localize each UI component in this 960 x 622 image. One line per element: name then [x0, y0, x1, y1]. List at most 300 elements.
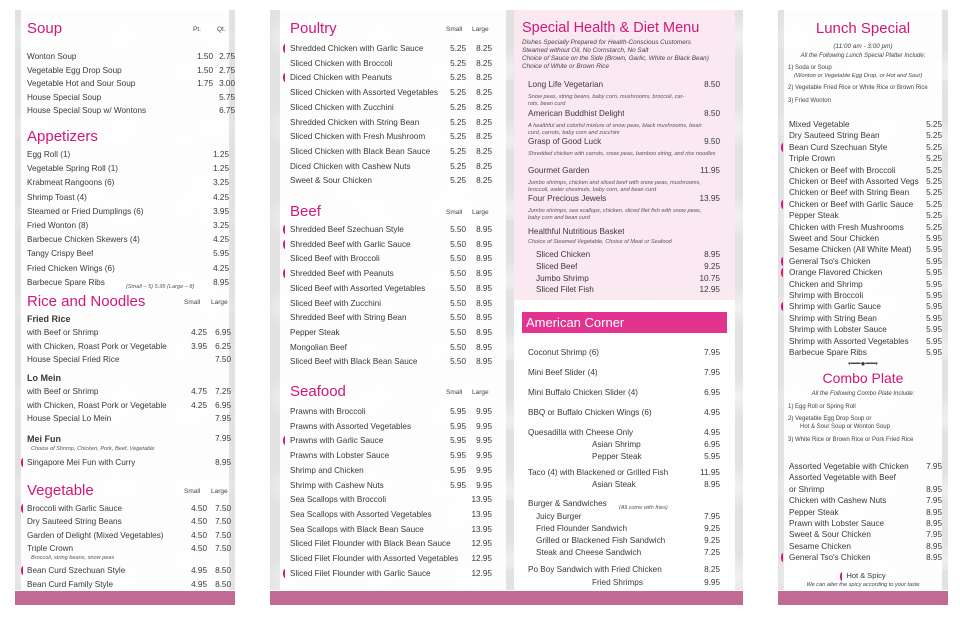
item-price: 8.95: [926, 507, 942, 517]
item-name: BBQ or Buffalo Chicken Wings (6): [528, 408, 652, 417]
item-price: 7.95: [704, 512, 720, 521]
menu-item-row: [280, 252, 506, 266]
menu-item-row: [21, 276, 229, 290]
item-name: or Shrimp: [789, 484, 825, 494]
item-description: Shredded chicken with carrots, snow peas, bamboo string, and rice noodles: [528, 151, 716, 157]
menu-item-row: [280, 523, 506, 537]
item-price: 4.25: [213, 192, 229, 202]
menu-item-row: [280, 355, 506, 369]
item-price: 12.95: [699, 285, 720, 295]
item-name: Shredded Beef with String Bean: [290, 313, 407, 323]
item-price: 7.95: [704, 348, 720, 357]
item-name: Chicken or Beef with Assorted Vegs: [789, 177, 919, 186]
menu-item-row: [280, 420, 506, 434]
item-name: Sliced Chicken with Broccoli: [290, 58, 393, 68]
spicy-icon: [781, 302, 785, 311]
item-price: 3.25: [213, 221, 229, 230]
item-price: 8.25: [476, 73, 492, 83]
item-price: 4.50: [191, 543, 207, 553]
item-price: 5.25: [450, 102, 466, 112]
item-name: Taco (4) with Blackened or Grilled Fish: [528, 468, 669, 477]
mei-fun-heading: [21, 432, 229, 446]
item-price: 7.25: [704, 548, 720, 557]
menu-item-row: [280, 71, 506, 85]
item-name: Quesadilla with Cheese Only: [528, 428, 634, 437]
item-name: Asian Steak: [592, 480, 636, 489]
item-name: Pepper Steak: [789, 507, 839, 517]
item-name: Pepper Steak: [290, 327, 340, 337]
item-name: Mixed Vegetable: [789, 120, 850, 129]
menu-item-row: [21, 191, 229, 205]
item-price: 4.50: [191, 530, 207, 540]
item-price: 4.25: [191, 400, 207, 410]
panel-middle: [270, 10, 743, 590]
menu-item-row: [280, 174, 506, 188]
menu-item-row: [21, 262, 229, 276]
item-price: 9.25: [704, 524, 720, 533]
spicy-icon: [21, 504, 25, 513]
menu-item-row: [280, 434, 506, 448]
menu-item-row: [280, 101, 506, 115]
item-price: 5.50: [450, 357, 466, 367]
item-name: American Buddhist Delight: [528, 108, 625, 118]
fried-rice-heading: [21, 312, 229, 326]
rice-title: Rice and Noodles: [27, 293, 146, 310]
hot-spicy-note: We can alter the spicy according to your taste: [806, 582, 920, 588]
item-price: 5.25: [926, 199, 942, 209]
item-price: 5.25: [450, 132, 466, 142]
item-name: Shrimp with Assorted Vegetables: [789, 336, 909, 346]
item-price: 7.50: [215, 543, 231, 553]
item-name: Steamed or Fried Dumplings (6): [27, 206, 144, 216]
menu-item-row: [280, 238, 506, 252]
lunch-include-1: 1) Soda or Soup: [788, 65, 832, 71]
health-title: Special Health & Diet Menu: [522, 20, 700, 36]
menu-item-row: [21, 91, 235, 105]
menu-item-row: [280, 42, 506, 56]
item-price: 3.00: [219, 79, 235, 88]
menu-item-row: [280, 552, 506, 566]
item-name: Sliced Chicken with Assorted Vegetables: [290, 88, 438, 98]
item-price: 1.50: [197, 65, 213, 75]
item-name: Chicken with Cashew Nuts: [789, 496, 887, 506]
item-price: 7.50: [215, 517, 231, 527]
menu-item-row: [280, 479, 506, 493]
item-price: 8.95: [476, 269, 492, 279]
item-price: 5.95: [450, 451, 466, 461]
menu-item-row: [21, 353, 229, 367]
item-price: 4.95: [704, 428, 720, 437]
veg-col-small: Small: [184, 488, 201, 495]
item-price: 5.50: [450, 313, 466, 323]
item-name: Dry Sauteed String Beans: [27, 517, 122, 527]
item-price: 8.25: [476, 102, 492, 112]
item-name: Sliced Beef with Broccoli: [290, 254, 380, 264]
item-name: Barbecue Spare Ribs: [27, 277, 105, 287]
poultry-col-small: Small: [446, 26, 463, 33]
item-price: 8.95: [926, 541, 942, 551]
item-name: Four Precious Jewels: [528, 194, 607, 203]
item-name: with Chicken, Roast Pork or Vegetable: [27, 341, 167, 351]
spicy-icon: [781, 200, 785, 209]
health-intro-4: Choice of White or Brown Rice: [522, 63, 610, 70]
item-name: Sliced Chicken: [536, 250, 591, 259]
item-name: Chicken or Beef with Garlic Sauce: [789, 199, 914, 209]
item-name: Grasp of Good Luck: [528, 137, 602, 146]
item-name: Sliced Beef with Black Bean Sauce: [290, 357, 418, 367]
item-name: Coconut Shrimp (6): [528, 348, 599, 357]
item-name: Po Boy Sandwich with Fried Chicken: [528, 565, 662, 574]
item-price: 12.95: [471, 568, 492, 578]
spicy-icon: [283, 269, 287, 278]
menu-item-row: [280, 86, 506, 100]
footer-bar-left: [15, 591, 235, 605]
item-price: 5.25: [926, 154, 942, 164]
item-price: 6.95: [215, 400, 231, 410]
spicy-icon: [283, 436, 287, 445]
menu-item-row: [514, 283, 735, 297]
item-name: Gourmet Garden: [528, 165, 590, 175]
item-price: 4.50: [191, 517, 207, 527]
item-price: 7.25: [215, 387, 231, 396]
item-price: 3.25: [213, 178, 229, 188]
item-price: 13.95: [471, 524, 492, 534]
item-price: 9.25: [704, 536, 720, 545]
item-name: Jumbo Shrimp: [536, 273, 589, 283]
item-price: 2.75: [219, 65, 235, 75]
basket-label: Healthful Nutritious Basket: [528, 227, 625, 236]
health-intro-3: Choice of Sauce on the Side (Brown, Garlic, White or Black Bean): [522, 55, 709, 62]
lunch-title: Lunch Special: [815, 20, 911, 37]
panel-right: [778, 10, 948, 590]
item-price: 4.25: [213, 263, 229, 273]
menu-item-row: [21, 219, 229, 233]
item-price: 5.95: [926, 279, 942, 289]
item-name: Grilled or Blackened Fish Sandwich: [536, 536, 666, 545]
item-price: 5.25: [926, 131, 942, 141]
beef-col-small: Small: [446, 209, 463, 216]
item-price: 13.95: [699, 194, 720, 203]
item-price: 2.75: [219, 52, 235, 61]
item-price: 5.95: [926, 313, 942, 323]
item-price: 7.95: [704, 368, 720, 377]
item-name: Tangy Crispy Beef: [27, 249, 94, 259]
item-price: 5.25: [926, 211, 942, 221]
item-price: 8.95: [704, 250, 720, 259]
item-name: Sea Scallops with Broccoli: [290, 495, 387, 505]
spicy-icon: [21, 458, 25, 467]
menu-item-row: [514, 164, 735, 193]
lunch-platter-note: All the Following Lunch Special Platter Include:: [800, 53, 926, 59]
item-name: Sesame Chicken: [789, 541, 851, 551]
combo-title: Combo Plate: [822, 370, 904, 386]
menu-item-row: [280, 341, 506, 355]
menu-item-row: [21, 578, 229, 591]
item-name: with Chicken, Roast Pork or Vegetable: [27, 400, 167, 410]
menu-item-row: [514, 406, 735, 420]
item-price: 9.95: [476, 407, 492, 416]
item-price: 8.50: [704, 108, 720, 118]
soup-col-pt: Pt.: [193, 26, 201, 33]
item-price: 5.25: [450, 58, 466, 68]
item-price: 4.50: [191, 504, 207, 513]
item-name: Shredded Beef with Peanuts: [290, 269, 394, 279]
item-price: 9.25: [704, 261, 720, 271]
item-price: 5.95: [926, 268, 942, 278]
menu-item-row: [514, 450, 735, 464]
item-name: Shrimp with String Bean: [789, 313, 877, 323]
item-name: Shrimp with Garlic Sauce: [789, 302, 881, 312]
beef-col-large: Large: [472, 209, 489, 216]
lunch-hours: (11:00 am - 3:00 pm): [833, 43, 893, 50]
item-price: 11.95: [700, 468, 720, 477]
item-price: 5.25: [450, 73, 466, 83]
item-price: 5.95: [926, 291, 942, 300]
item-name: Pepper Steak: [592, 452, 642, 461]
item-name: Wonton Soup: [27, 52, 77, 61]
item-name: Mongolian Beef: [290, 342, 347, 352]
item-name: Bean Curd Szechuan Style: [27, 566, 126, 576]
item-price: 8.25: [476, 58, 492, 68]
item-price: 7.95: [926, 530, 942, 540]
item-price: 6.25: [215, 341, 231, 351]
menu-item-row: [514, 563, 735, 577]
combo-include-3: 3) White Rice or Brown Rice or Pork Fried Rice: [788, 437, 914, 443]
item-name: General Tso's Chicken: [789, 256, 871, 266]
item-price: 8.95: [926, 519, 942, 528]
item-name: Vegetable Hot and Sour Soup: [27, 79, 136, 88]
item-description: broccoli, water chestnuts, baby corn, and bean curd: [528, 186, 657, 193]
item-price: 3.95: [191, 341, 207, 351]
spicy-legend-icon: [840, 572, 844, 581]
item-price: 5.25: [450, 117, 466, 127]
poultry-col-large: Large: [472, 26, 489, 33]
lo-mein-heading: [21, 371, 229, 385]
item-name: Garden of Delight (Mixed Vegetables): [27, 530, 164, 540]
singapore-price: 8.95: [215, 458, 231, 467]
item-name: Sweet and Sour Chicken: [789, 234, 880, 243]
appetizers-title: Appetizers: [27, 128, 98, 145]
menu-item-row: [514, 497, 735, 511]
item-price: 5.25: [926, 188, 942, 198]
item-name: Sliced Beef with Assorted Vegetables: [290, 283, 426, 293]
item-name: Chicken or Beef with String Bean: [789, 188, 910, 198]
menu-item-row: [280, 160, 506, 174]
panel-right-content: [784, 10, 942, 590]
item-price: 8.95: [476, 225, 492, 234]
fried-rice-label: Fried Rice: [27, 314, 71, 324]
item-name: Fried Flounder Sandwich: [536, 524, 628, 533]
item-name: Assorted Vegetable with Beef: [789, 473, 896, 483]
item-price: 5.95: [926, 336, 942, 346]
item-price: 1.25: [213, 150, 229, 159]
menu-item-row: [784, 346, 942, 360]
menu-item-row: [280, 145, 506, 159]
poultry-title: Poultry: [290, 20, 337, 37]
menu-item-row: [21, 515, 229, 529]
item-price: 8.25: [476, 117, 492, 127]
item-price: 8.25: [476, 146, 492, 156]
item-price: 1.25: [213, 164, 229, 174]
item-description: Jumbo shrimps, chicken and sliced beef with snow peas, mushrooms,: [528, 179, 701, 186]
item-price: 5.95: [926, 256, 942, 266]
menu-item-row: [21, 233, 229, 247]
item-price: 5.50: [450, 327, 466, 337]
item-price: 4.25: [213, 235, 229, 245]
item-price: 5.50: [450, 298, 466, 308]
item-price: 9.95: [476, 465, 492, 475]
item-price: 7.95: [926, 496, 942, 506]
item-name: Sliced Chicken with Fresh Mushroom: [290, 132, 426, 142]
footer-bar-middle: [270, 591, 743, 605]
item-name: Sea Scallops with Black Bean Sauce: [290, 524, 424, 534]
menu-item-row: [21, 104, 235, 118]
singapore-row: [21, 456, 229, 470]
menu-item-row: [21, 564, 229, 578]
item-price: 5.25: [926, 222, 942, 232]
footer-bar-right: [778, 591, 948, 605]
seafood-col-large: Large: [472, 389, 489, 396]
panel-left-content: [21, 10, 235, 590]
item-price: 5.50: [450, 269, 466, 279]
item-price: 8.50: [215, 566, 231, 576]
item-description: baby corn and bean curd: [528, 215, 590, 221]
menu-item-row: [21, 77, 235, 91]
hot-spicy-legend: [784, 571, 942, 581]
menu-item-row: [21, 502, 229, 516]
menu-item-row: [21, 162, 229, 176]
lunch-include-3: 3) Fried Wonton: [788, 98, 831, 104]
item-price: 5.95: [450, 436, 466, 446]
item-price: 11.95: [700, 165, 720, 175]
item-name: Triple Crown: [789, 154, 836, 164]
menu-item-row: [514, 478, 735, 492]
item-name: Shrimp with Cashew Nuts: [290, 480, 384, 490]
menu-item-row: [280, 267, 506, 281]
basket-heading: [514, 225, 735, 239]
item-name: Mini Buffalo Chicken Slider (4): [528, 388, 638, 397]
spicy-icon: [781, 268, 785, 277]
item-price: 9.95: [476, 480, 492, 490]
item-name: Fried Chicken Wings (6): [27, 263, 115, 273]
item-name: Shredded Beef Szechuan Style: [290, 225, 404, 234]
item-price: 5.50: [450, 283, 466, 293]
item-price: 5.25: [926, 165, 942, 175]
health-intro-1: Dishes Specially Prepared for Health-Conscious Customers: [522, 39, 692, 46]
middle-left-content: [280, 10, 506, 590]
item-price: 5.25: [926, 177, 942, 186]
item-price: 5.25: [450, 88, 466, 98]
item-price: 6.95: [215, 328, 231, 337]
item-price: 5.95: [450, 480, 466, 490]
item-price: 4.95: [191, 566, 207, 576]
menu-item-row: [514, 78, 735, 107]
item-description: Snow peas, string beans, baby corn, mushrooms, broccoli, car-: [528, 94, 685, 100]
spicy-icon: [283, 240, 287, 249]
beef-title: Beef: [290, 203, 321, 220]
mei-fun-note: Choice of Shrimp, Chicken, Pork, Beef, Vegetable: [31, 446, 155, 452]
item-name: General Tso's Chicken: [789, 553, 871, 563]
item-price: 8.95: [476, 342, 492, 352]
item-price: 7.95: [215, 414, 231, 423]
item-price: 5.50: [450, 342, 466, 352]
item-price: 8.95: [476, 357, 492, 367]
veg-col-large: Large: [211, 488, 228, 495]
item-description: A healthful and colorful mixture of snow peas, black mushrooms, bean: [528, 122, 702, 129]
item-name: Shredded Beef with Garlic Sauce: [290, 239, 411, 249]
item-price: 4.95: [704, 408, 720, 417]
basket-note: Choice of Steamed Vegetable, Choice of Meat or Seafood: [528, 239, 672, 245]
spicy-icon: [283, 73, 287, 82]
menu-item-row: [21, 399, 229, 413]
lunch-include-2: 2) Vegetable Fried Rice or White Rice or Brown Rice: [788, 85, 928, 91]
item-price: 5.95: [704, 452, 720, 461]
item-name: House Special Lo Mein: [27, 414, 112, 423]
spicy-icon: [283, 569, 287, 578]
menu-item-row: [280, 537, 506, 551]
mei-fun-price: 7.95: [215, 434, 231, 443]
item-price: 5.25: [450, 146, 466, 156]
item-name: Broccoli with Garlic Sauce: [27, 504, 123, 513]
menu-item-row: [514, 192, 735, 221]
item-price: 13.95: [471, 509, 492, 519]
item-name: Sliced Chicken with Zucchini: [290, 102, 394, 112]
menu-item-row: [280, 464, 506, 478]
item-price: 8.95: [476, 283, 492, 293]
menu-item-row: [280, 508, 506, 522]
item-price: 5.95: [450, 421, 466, 431]
menu-item-row: [514, 386, 735, 400]
menu-item-row: [21, 247, 229, 261]
item-price: 8.95: [476, 327, 492, 337]
menu-item-row: [514, 346, 735, 360]
soup-title: Soup: [27, 20, 63, 37]
rice-col-large: Large: [211, 299, 228, 306]
item-name: Mini Beef Slider (4): [528, 368, 598, 377]
item-price: 5.95: [926, 245, 942, 255]
spicy-icon: [283, 44, 287, 53]
triple-crown-note: Broccoli, string beans, snow peas: [31, 555, 115, 561]
hot-spicy-label: Hot & Spicy: [846, 571, 886, 580]
item-name: Triple Crown: [27, 543, 74, 553]
item-name: Assorted Vegetable with Chicken: [789, 462, 909, 471]
item-price: 8.25: [704, 565, 720, 574]
combo-include-1: 1) Egg Roll or Spring Roll: [788, 404, 856, 410]
american-title: American Corner: [522, 312, 727, 333]
item-price: 13.95: [471, 495, 492, 505]
item-price: 9.95: [476, 436, 492, 446]
item-price: 5.25: [926, 120, 942, 129]
menu-item-row: [280, 116, 506, 130]
item-price: 5.95: [450, 407, 466, 416]
health-intro-2: Steamed without Oil, No Cornstarch, No Salt: [522, 47, 649, 54]
item-price: 9.95: [476, 451, 492, 461]
item-price: 5.95: [926, 234, 942, 243]
item-name: Burger & Sandwiches: [528, 499, 607, 508]
menu-item-row: [280, 311, 506, 325]
soup-col-qt: Qt.: [217, 26, 226, 33]
item-price: 3.95: [213, 206, 229, 216]
menu-item-row: [21, 412, 229, 426]
item-price: 5.25: [450, 161, 466, 171]
item-name: House Special Fried Rice: [27, 355, 120, 364]
item-price: 6.75: [219, 106, 235, 115]
item-price: 7.50: [215, 355, 231, 364]
menu-item-row: [21, 50, 235, 64]
item-name: House Special Soup w/ Wontons: [27, 106, 147, 115]
item-name: Sliced Beef: [536, 261, 578, 271]
item-price: 9.50: [704, 137, 720, 146]
